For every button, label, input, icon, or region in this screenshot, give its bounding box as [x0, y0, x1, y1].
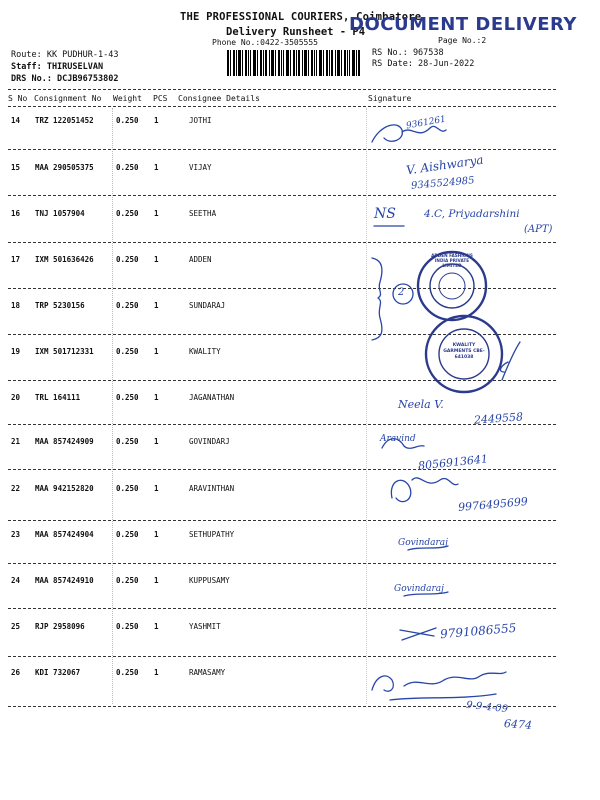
company-title: THE PROFESSIONAL COURIERS, Coimbatore: [180, 11, 422, 23]
row-pcs: 1: [154, 301, 159, 310]
signature-row-26: [372, 672, 506, 700]
row-consignee: ADDEN: [189, 255, 212, 264]
row-weight: 0.250: [116, 301, 139, 310]
hw-num-26a: 9-9-4-09: [465, 699, 509, 716]
rs-number: RS No.: 967538: [372, 48, 444, 58]
col-sno: S No: [8, 94, 28, 103]
row-weight: 0.250: [116, 393, 139, 402]
hw-num-26b: 6474: [503, 717, 533, 732]
rs-date: RS Date: 28-Jun-2022: [372, 59, 475, 69]
signature-row-22: [391, 478, 458, 502]
row-consignment: TRP 5230156: [35, 301, 85, 310]
row-sno: 21: [11, 437, 21, 446]
row-weight: 0.250: [116, 163, 139, 172]
row-consignee: KUPPUSAMY: [189, 576, 230, 585]
row-consignment: MAA 857424910: [35, 576, 94, 585]
row-consignee: YASHMIT: [189, 622, 221, 631]
hw-initials-16: NS: [374, 206, 396, 222]
row-consignee: KWALITY: [189, 347, 221, 356]
row-pcs: 1: [154, 530, 159, 539]
row-pcs: 1: [154, 668, 159, 677]
row-consignment: KDI 732067: [35, 668, 81, 677]
row-sno: 22: [11, 484, 21, 493]
row-pcs: 1: [154, 576, 159, 585]
hw-phone-22: 9976495699: [457, 494, 529, 515]
row-sno: 24: [11, 576, 21, 585]
hw-name-16: 4.C, Priyadarshini: [424, 208, 520, 220]
row-sno: 20: [11, 393, 21, 402]
row-consignee: VIJAY: [189, 163, 212, 172]
col-pcs: PCS: [153, 94, 168, 103]
row-consignee: JOTHI: [189, 116, 212, 125]
row-sno: 25: [11, 622, 21, 631]
hw-sig-21: Aravind: [380, 434, 416, 444]
hw-phone-14: 9361261: [405, 114, 447, 132]
row-weight: 0.250: [116, 116, 139, 125]
row-weight: 0.250: [116, 437, 139, 446]
row-consignment: MAA 942152820: [35, 484, 94, 493]
row-pcs: 1: [154, 484, 159, 493]
hw-sig-24: Govindaraj: [394, 584, 444, 594]
runsheet-subtitle: Delivery Runsheet - P4: [226, 26, 366, 38]
row-sno: 14: [11, 116, 21, 125]
row-sno: 23: [11, 530, 21, 539]
row-pcs: 1: [154, 116, 159, 125]
row-consignee: SEETHA: [189, 209, 217, 218]
row-pcs: 1: [154, 209, 159, 218]
stamp-kwality-text: KWALITY GARMENTS CBE-641038: [443, 343, 485, 360]
row-consignment: MAA 290505375: [35, 163, 94, 172]
row-sno: 16: [11, 209, 21, 218]
hw-name-15: V. Aishwarya: [405, 152, 485, 178]
row-consignee: SUNDARAJ: [189, 301, 226, 310]
row-sno: 17: [11, 255, 21, 264]
document-delivery-stamp: DOCUMENT DELIVERY: [349, 14, 577, 35]
row-consignment: TRZ 122051452: [35, 116, 94, 125]
staff-label: Staff: THIRUSELVAN: [11, 62, 104, 72]
col-signature: Signature: [368, 94, 412, 103]
hw-phone-20: 2449558: [473, 410, 524, 427]
row-consignment: MAA 857424904: [35, 530, 94, 539]
col-weight: Weight: [113, 94, 142, 103]
row-consignment: RJP 2958096: [35, 622, 85, 631]
col-consignee: Consignee Details: [178, 94, 260, 103]
drs-number: DRS No.: DCJB96753802: [11, 74, 119, 84]
row-consignee: SETHUPATHY: [189, 530, 235, 539]
row-pcs: 1: [154, 347, 159, 356]
row-weight: 0.250: [116, 484, 139, 493]
hw-apt-16: (APT): [524, 224, 553, 235]
hw-phone-15: 9345524985: [410, 175, 475, 192]
row-weight: 0.250: [116, 255, 139, 264]
row-weight: 0.250: [116, 576, 139, 585]
hw-name-20: Neela V.: [398, 398, 444, 411]
row-weight: 0.250: [116, 209, 139, 218]
bracket-17-18: [372, 258, 382, 340]
hw-sig-23: Govindaraj: [398, 538, 448, 548]
row-sno: 18: [11, 301, 21, 310]
col-consignment: Consignment No: [34, 94, 102, 103]
row-consignee: GOVINDARJ: [189, 437, 230, 446]
hw-phone-25: 9791086555: [439, 620, 517, 642]
row-consignment: TNJ 1057904: [35, 209, 85, 218]
row-consignment: IXM 501636426: [35, 255, 94, 264]
row-consignee: ARAVINTHAN: [189, 484, 235, 493]
row-consignee: RAMASAMY: [189, 668, 226, 677]
row-pcs: 1: [154, 437, 159, 446]
row-consignment: IXM 501712331: [35, 347, 94, 356]
row-weight: 0.250: [116, 622, 139, 631]
row-consignment: TRL 164111: [35, 393, 81, 402]
row-sno: 19: [11, 347, 21, 356]
row-consignee: JAGANATHAN: [189, 393, 235, 402]
row-weight: 0.250: [116, 530, 139, 539]
row-weight: 0.250: [116, 668, 139, 677]
row-pcs: 1: [154, 163, 159, 172]
row-weight: 0.250: [116, 347, 139, 356]
row-pcs: 1: [154, 255, 159, 264]
row-sno: 15: [11, 163, 21, 172]
row-consignment: MAA 857424909: [35, 437, 94, 446]
signature-row-19: [501, 342, 520, 380]
hw-count-17-18: 2: [398, 287, 405, 298]
page-number: Page No.:2: [438, 36, 487, 45]
row-sno: 26: [11, 668, 21, 677]
hw-phone-21: 8056913641: [417, 452, 489, 473]
route-label: Route: KK PUDHUR-1-43: [11, 50, 119, 60]
phone-number: Phone No.:0422-3505555: [212, 38, 318, 47]
row-pcs: 1: [154, 393, 159, 402]
stamp-adden-text: ADDEN FASHIONS INDIA PRIVATE LIMITED: [431, 253, 473, 268]
signature-row-25: [400, 628, 436, 640]
row-pcs: 1: [154, 622, 159, 631]
